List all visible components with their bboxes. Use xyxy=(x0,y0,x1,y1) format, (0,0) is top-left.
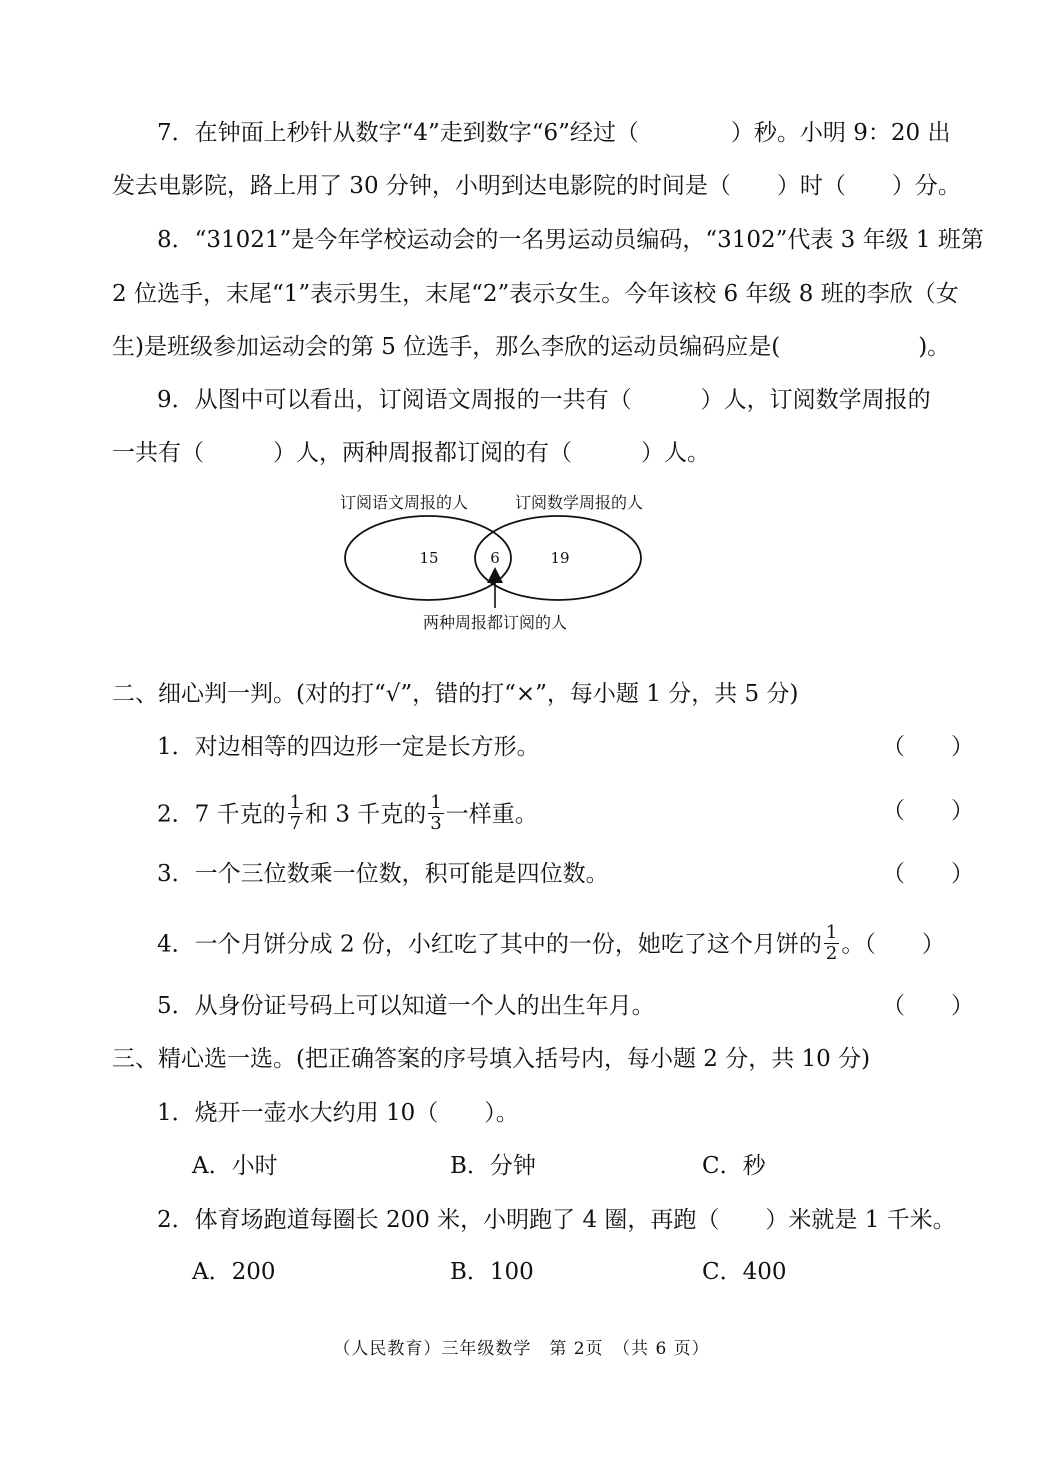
q7-line1: 7．在钟面上秒针从数字“4”走到数字“6”经过（ ）秒。小明 9：20 出 xyxy=(157,120,951,146)
s2-q2-text-c: 一样重。 xyxy=(445,801,538,828)
q8-line2: 2 位选手，末尾“1”表示男生，末尾“2”表示女生。今年该校 6 年级 8 班的李欣（女 xyxy=(112,281,959,307)
section2-heading: 二、细心判一判。(对的打“√”，错的打“×”，每小题 1 分，共 5 分) xyxy=(112,681,799,707)
s2-q3: 3．一个三位数乘一位数，积可能是四位数。 xyxy=(157,861,609,887)
fraction-denominator: 3 xyxy=(430,813,442,834)
fraction-one-half xyxy=(824,923,839,964)
fraction-denominator: 7 xyxy=(289,813,302,834)
q9-line1: 9．从图中可以看出，订阅语文周报的一共有（ ）人，订阅数学周报的 xyxy=(157,387,931,413)
s2-q5: 5．从身份证号码上可以知道一个人的出生年月。 xyxy=(157,993,655,1019)
s3-q1-option-a: A．小时 xyxy=(192,1153,278,1179)
q8-line1: 8．“31021”是今年学校运动会的一名男运动员编码，“3102”代表 3 年级 1 班第 xyxy=(157,227,984,253)
s3-q2-option-c: C．400 xyxy=(702,1259,787,1285)
venn-right-value: 19 xyxy=(550,549,570,567)
fraction-numerator: 1 xyxy=(825,922,838,943)
s3-q2-option-b: B．100 xyxy=(450,1259,534,1285)
s2-q4 xyxy=(157,922,945,966)
s3-q1-option-c: C．秒 xyxy=(702,1153,766,1179)
s2-q4-text-a: 4．一个月饼分成 2 份，小红吃了其中的一份，她吃了这个月饼的 xyxy=(157,931,822,958)
s2-q1-answer-blank: （ ） xyxy=(882,734,974,760)
section3-heading: 三、精心选一选。(把正确答案的序号填入括号内，每小题 2 分，共 10 分) xyxy=(112,1046,871,1072)
venn-diagram xyxy=(320,480,680,640)
q8-line3: 生)是班级参加运动会的第 5 位选手，那么李欣的运动员编码应是( )。 xyxy=(112,334,951,360)
venn-middle-value: 6 xyxy=(490,549,500,567)
s2-q3-answer-blank: （ ） xyxy=(882,861,974,887)
s3-q1: 1．烧开一壶水大约用 10（ ）。 xyxy=(157,1100,519,1126)
s2-q2 xyxy=(157,792,538,836)
venn-right-label: 订阅数学周报的人 xyxy=(515,493,644,512)
s2-q4-text-b: 。（ ） xyxy=(841,931,945,958)
fraction-numerator: 1 xyxy=(289,792,302,813)
venn-bottom-label: 两种周报都订阅的人 xyxy=(422,613,568,632)
s2-q5-answer-blank: （ ） xyxy=(882,993,974,1019)
s2-q1: 1．对边相等的四边形一定是长方形。 xyxy=(157,734,540,760)
venn-left-value: 15 xyxy=(419,549,439,567)
fraction-denominator: 2 xyxy=(825,943,838,964)
s2-q2-text-a: 2．7 千克的 xyxy=(157,801,286,828)
fraction-one-third xyxy=(428,793,443,834)
fraction-numerator: 1 xyxy=(430,792,442,813)
s3-q2-option-a: A．200 xyxy=(192,1259,276,1285)
page-footer: （人民教育）三年级数学 第 2页 （共 6 页） xyxy=(333,1339,710,1359)
s2-q2-answer-blank: （ ） xyxy=(882,798,974,824)
q7-line2: 发去电影院，路上用了 30 分钟，小明到达电影院的时间是（ ）时（ ）分。 xyxy=(112,173,961,199)
venn-left-label: 订阅语文周报的人 xyxy=(340,493,469,512)
s2-q2-text-b: 和 3 千克的 xyxy=(305,801,427,828)
s3-q2: 2．体育场跑道每圈长 200 米，小明跑了 4 圈，再跑（ ）米就是 1 千米。 xyxy=(157,1207,956,1233)
s3-q1-option-b: B．分钟 xyxy=(450,1153,536,1179)
q9-line2: 一共有（ ）人，两种周报都订阅的有（ ）人。 xyxy=(112,440,710,466)
fraction-one-seventh xyxy=(288,793,303,834)
